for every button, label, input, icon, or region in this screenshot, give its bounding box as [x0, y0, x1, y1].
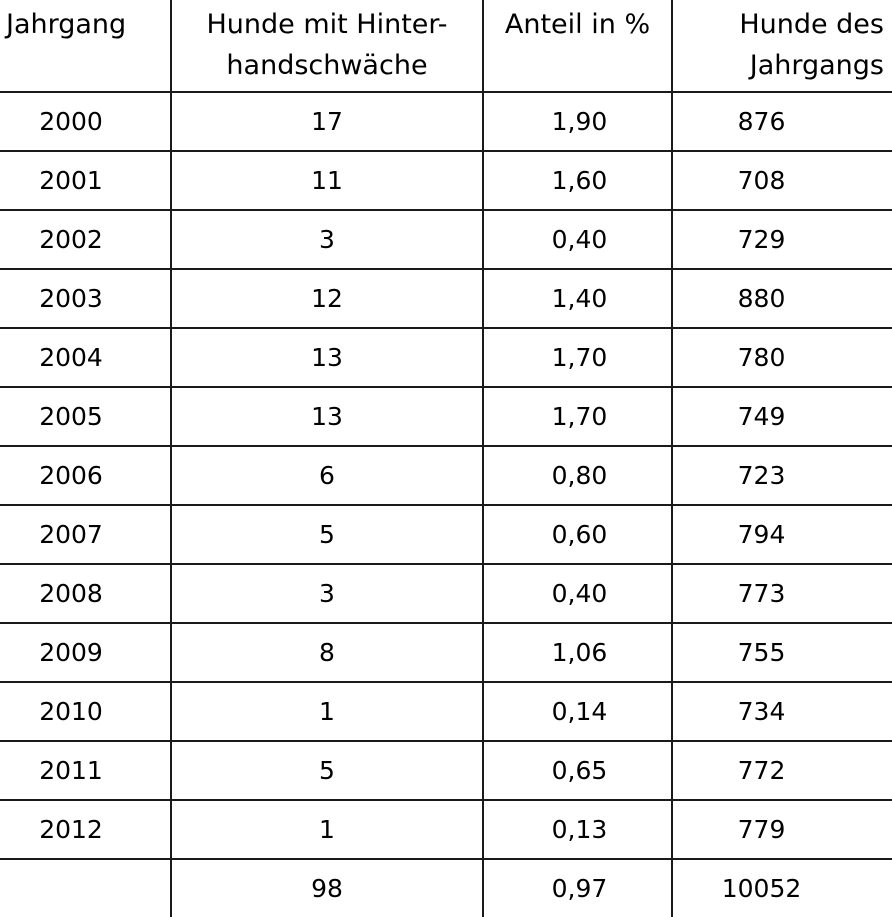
cell-total-dogs: 772: [672, 741, 892, 800]
cell-affected-count: 6: [171, 446, 483, 505]
table-row: [0, 151, 892, 210]
table-row: [0, 800, 892, 859]
cell-total-dogs: 729: [672, 210, 892, 269]
table-row: [0, 210, 892, 269]
cell-year: 2003: [0, 269, 171, 328]
cell-year: 2005: [0, 387, 171, 446]
cell-year: 2009: [0, 623, 171, 682]
cell-affected-count: 13: [171, 387, 483, 446]
summary-cell-year: [0, 859, 171, 917]
table-row: [0, 682, 892, 741]
cell-total-dogs: 880: [672, 269, 892, 328]
cell-year: 2007: [0, 505, 171, 564]
summary-cell-share-percent: 0,97: [483, 859, 672, 917]
cell-year: 2008: [0, 564, 171, 623]
cell-total-dogs: 779: [672, 800, 892, 859]
cell-share-percent: 0,14: [483, 682, 672, 741]
cell-total-dogs: 773: [672, 564, 892, 623]
table-row: [0, 269, 892, 328]
header-affected-line1: Hunde mit Hinter-: [206, 9, 448, 40]
cell-total-dogs: 755: [672, 623, 892, 682]
header-affected-line2: handschwäche: [226, 50, 428, 81]
cell-affected-count: 3: [171, 210, 483, 269]
cell-share-percent: 1,70: [483, 387, 672, 446]
cell-year: 2011: [0, 741, 171, 800]
table-row: [0, 446, 892, 505]
cell-share-percent: 0,40: [483, 210, 672, 269]
cell-affected-count: 1: [171, 682, 483, 741]
cell-year: 2002: [0, 210, 171, 269]
header-year: Jahrgang: [0, 0, 171, 92]
cell-share-percent: 0,80: [483, 446, 672, 505]
cell-total-dogs: 876: [672, 92, 892, 151]
cell-affected-count: 1: [171, 800, 483, 859]
cell-share-percent: 1,90: [483, 92, 672, 151]
table-header: [0, 0, 892, 92]
cell-year: 2010: [0, 682, 171, 741]
header-total-line2: Jahrgangs: [749, 50, 884, 81]
table-row: [0, 92, 892, 151]
table-row: [0, 387, 892, 446]
summary-cell-affected-count: 98: [171, 859, 483, 917]
header-total-dogs: [672, 0, 892, 92]
cell-affected-count: 5: [171, 741, 483, 800]
table-row: [0, 741, 892, 800]
cell-total-dogs: 708: [672, 151, 892, 210]
table-row: [0, 505, 892, 564]
cell-total-dogs: 723: [672, 446, 892, 505]
header-row: [0, 0, 892, 92]
cell-year: 2001: [0, 151, 171, 210]
cell-share-percent: 0,65: [483, 741, 672, 800]
cell-affected-count: 8: [171, 623, 483, 682]
cell-year: 2012: [0, 800, 171, 859]
cell-share-percent: 0,13: [483, 800, 672, 859]
cell-affected-count: 3: [171, 564, 483, 623]
cell-share-percent: 1,06: [483, 623, 672, 682]
cell-share-percent: 1,40: [483, 269, 672, 328]
cell-share-percent: 0,60: [483, 505, 672, 564]
summary-cell-total-dogs: 10052: [672, 859, 892, 917]
cell-year: 2006: [0, 446, 171, 505]
table-row: [0, 623, 892, 682]
cell-share-percent: 1,60: [483, 151, 672, 210]
table-row: [0, 328, 892, 387]
header-share-percent: Anteil in %: [483, 0, 672, 92]
cell-affected-count: 12: [171, 269, 483, 328]
cell-total-dogs: 734: [672, 682, 892, 741]
table-row: [0, 564, 892, 623]
summary-row: [0, 859, 892, 917]
cell-total-dogs: 794: [672, 505, 892, 564]
table-body: [0, 92, 892, 917]
cell-share-percent: 1,70: [483, 328, 672, 387]
header-total-line1: Hunde des: [739, 9, 884, 40]
cell-total-dogs: 780: [672, 328, 892, 387]
header-affected-dogs: [171, 0, 483, 92]
cell-year: 2004: [0, 328, 171, 387]
cell-affected-count: 11: [171, 151, 483, 210]
cell-share-percent: 0,40: [483, 564, 672, 623]
cell-affected-count: 17: [171, 92, 483, 151]
cell-year: 2000: [0, 92, 171, 151]
cell-affected-count: 5: [171, 505, 483, 564]
cell-affected-count: 13: [171, 328, 483, 387]
cell-total-dogs: 749: [672, 387, 892, 446]
